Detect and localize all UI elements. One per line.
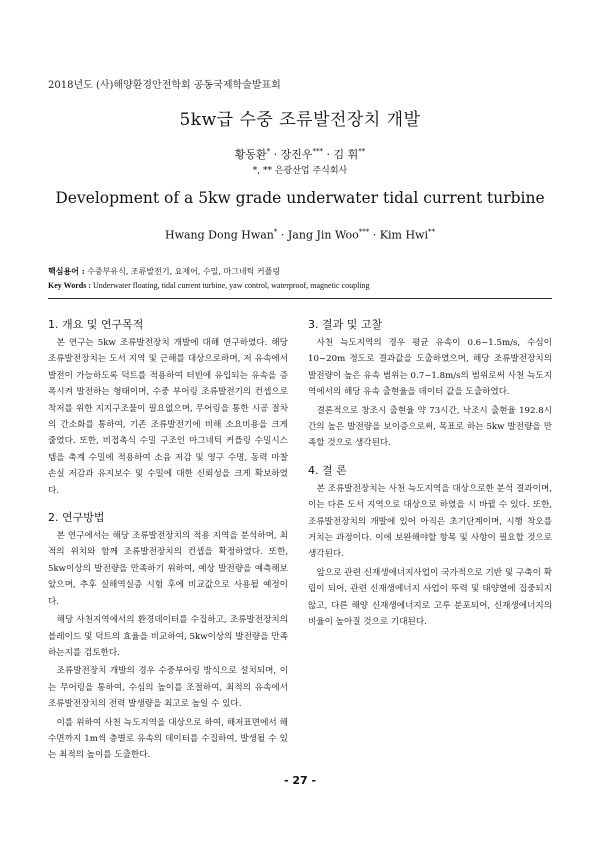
author-separator: · — [326, 148, 331, 161]
keywords-korean-label: 핵심용어 : — [48, 266, 85, 276]
affiliation-korean: *, ** 은광산업 주식회사 — [252, 166, 348, 176]
section-paragraph: 본 연구는 5kw 조류발전장치 개발에 대해 연구하였다. 해당 조류발전장치는 도서 지역 및 근해를 대상으로하며, 저 유속에서 발전이 가능하도록 덕트를 적용하여 터빈에 유입되는 유속을 증폭시켜 발전하는 형태이며, 수중 부어링 조류발전기의 컨셉으로 착저를 위한 지지구조물이 필요없으며, 무어링을 통한 시공 절차의 간소화를 통하여, 기존 조류발전기에 비해 소요비용을 크게 줄였다. 또한, 비접촉식 수밀 구조인 마그네틱 커플링 수밀시스템을 축계 수밀에 적용하여 소음 저감 및 영구 수명, 동력 마찰 손실 저감과 유지보수 및 수밀에 대한 신뢰성을 크게 확보하였다. — [48, 338, 288, 496]
conference-header: 2018년도 (사)해양환경안전학회 공동국제학술발표회 — [48, 80, 281, 91]
author-mark: ** — [428, 228, 435, 236]
author-mark: *** — [312, 147, 324, 156]
section-paragraph: 사천 늑도지역의 경우 평균 유속이 0.6~1.5m/s, 수심이 10~20m 정도로 결과값을 도출하였으며, 해당 조류발전장치의 발전량이 높은 유속 범위는 0.7~1.8m/s의 범위로써 사천 늑도지역에서의 해당 유속 출현율을 데이터 값을 도출하였다. — [308, 338, 552, 398]
keywords-english — [48, 281, 370, 290]
author-mark: * — [266, 147, 271, 156]
page-number: - 27 - — [283, 774, 317, 787]
author-name: Kim Hwi — [379, 228, 428, 242]
section-paragraph: 조류발전장치 개발의 경우 수중부어링 방식으로 설치되며, 이는 무어링을 통하여, 수심의 높이를 조절하여, 최적의 유속에서 조류발전장치의 전력 발생량을 최고로 높일 수 있다. — [48, 666, 288, 710]
section-paragraph: 본 연구에서는 해당 조류발전장치의 적용 지역을 분석하며, 최적의 위치와 함께 조류발전장치의 컨셉을 확정하였다. 또한, 5kw이상의 발전량을 만족하기 위하여, 예상 발전량을 예측해보았으며, 추후 실해역실증 시험 후에 비교값으로 사용될 예정이다. — [48, 531, 288, 607]
author-mark: * — [273, 228, 278, 236]
section-paragraph: 앞으로 관련 신재생에너지사업이 국가적으로 기반 및 구축이 확립이 되어, 관련 신재생에너지 사업이 뚜력 및 태양열에 집중되지 않고, 다른 해양 신재생에너지로 고루 분포되어, 신재생에너지의 비율이 높아질 것으로 기대된다. — [308, 567, 552, 628]
section-heading: 2. 연구방법 — [48, 511, 105, 525]
author-mark: ** — [358, 147, 366, 156]
title-korean: 5kw급 수중 조류발전장치 개발 — [179, 110, 421, 130]
keywords-korean-text: 수중부유식, 조류발전기, 요제어, 수밀, 마그네틱 커플링 — [87, 267, 281, 276]
left-column — [48, 316, 288, 766]
authors-english — [0, 228, 600, 242]
section-paragraph: 해당 사천지역에서의 환경데이터를 수집하고, 조류발전장치의 블레이드 및 덕트의 효율을 비교하여, 5kw이상의 발전량을 만족하는지를 검토한다. — [48, 615, 288, 658]
keywords-english-label: Key Words : — [48, 281, 91, 290]
keywords-korean — [48, 266, 280, 277]
author-name: Jang Jin Woo — [287, 228, 359, 242]
authors-korean — [0, 146, 600, 162]
section-heading: 1. 개요 및 연구목적 — [48, 318, 144, 331]
keywords-english-text: Underwater floating, tidal current turbine, yaw control, waterproof, magnetic coupling — [92, 281, 370, 290]
author-name: Hwang Dong Hwan — [164, 228, 274, 242]
section-paragraph: 본 조류발전장치는 사천 늑도지역을 대상으로한 분석 결과이며, 이는 다른 도서 지역으로 대상으로 하였을 시 바뀔 수 있다. 또한, 조류발전장치의 개발에 있어 아직은 초기단계이며, 시행 착오를 거치는 과정이다. 이에 보완해야할 항목 및 사항이 필요할 것으로 생각된다. — [308, 483, 552, 560]
author-mark: *** — [358, 228, 370, 236]
author-separator: · — [372, 228, 377, 242]
section-heading: 4. 결 론 — [308, 463, 347, 477]
author-name: 김 휘 — [333, 148, 359, 161]
divider-line — [48, 298, 552, 299]
author-name: 장진우 — [280, 148, 313, 161]
author-separator: · — [273, 148, 278, 161]
right-column — [308, 316, 552, 633]
author-name: 황동환 — [234, 148, 267, 161]
section-heading: 3. 결과 및 고찰 — [308, 318, 383, 331]
section-paragraph: 이를 위하여 사천 늑도지역을 대상으로 하여, 해저표면에서 해수면까지 1m씩 층별로 유속의 데이터를 수집하여, 발생될 수 있는 최적의 높이를 도출한다. — [48, 717, 288, 761]
title-english: Development of a 5kw grade underwater tidal current turbine — [55, 189, 545, 207]
section-paragraph: 결론적으로 창조시 출현율 약 73시간, 낙조시 출현율 192.8시간의 높은 발전량을 보이증으로써, 목표로 하는 5kw 발전량을 만족할 것으로 생각된다. — [308, 405, 552, 449]
author-separator: · — [280, 228, 285, 242]
